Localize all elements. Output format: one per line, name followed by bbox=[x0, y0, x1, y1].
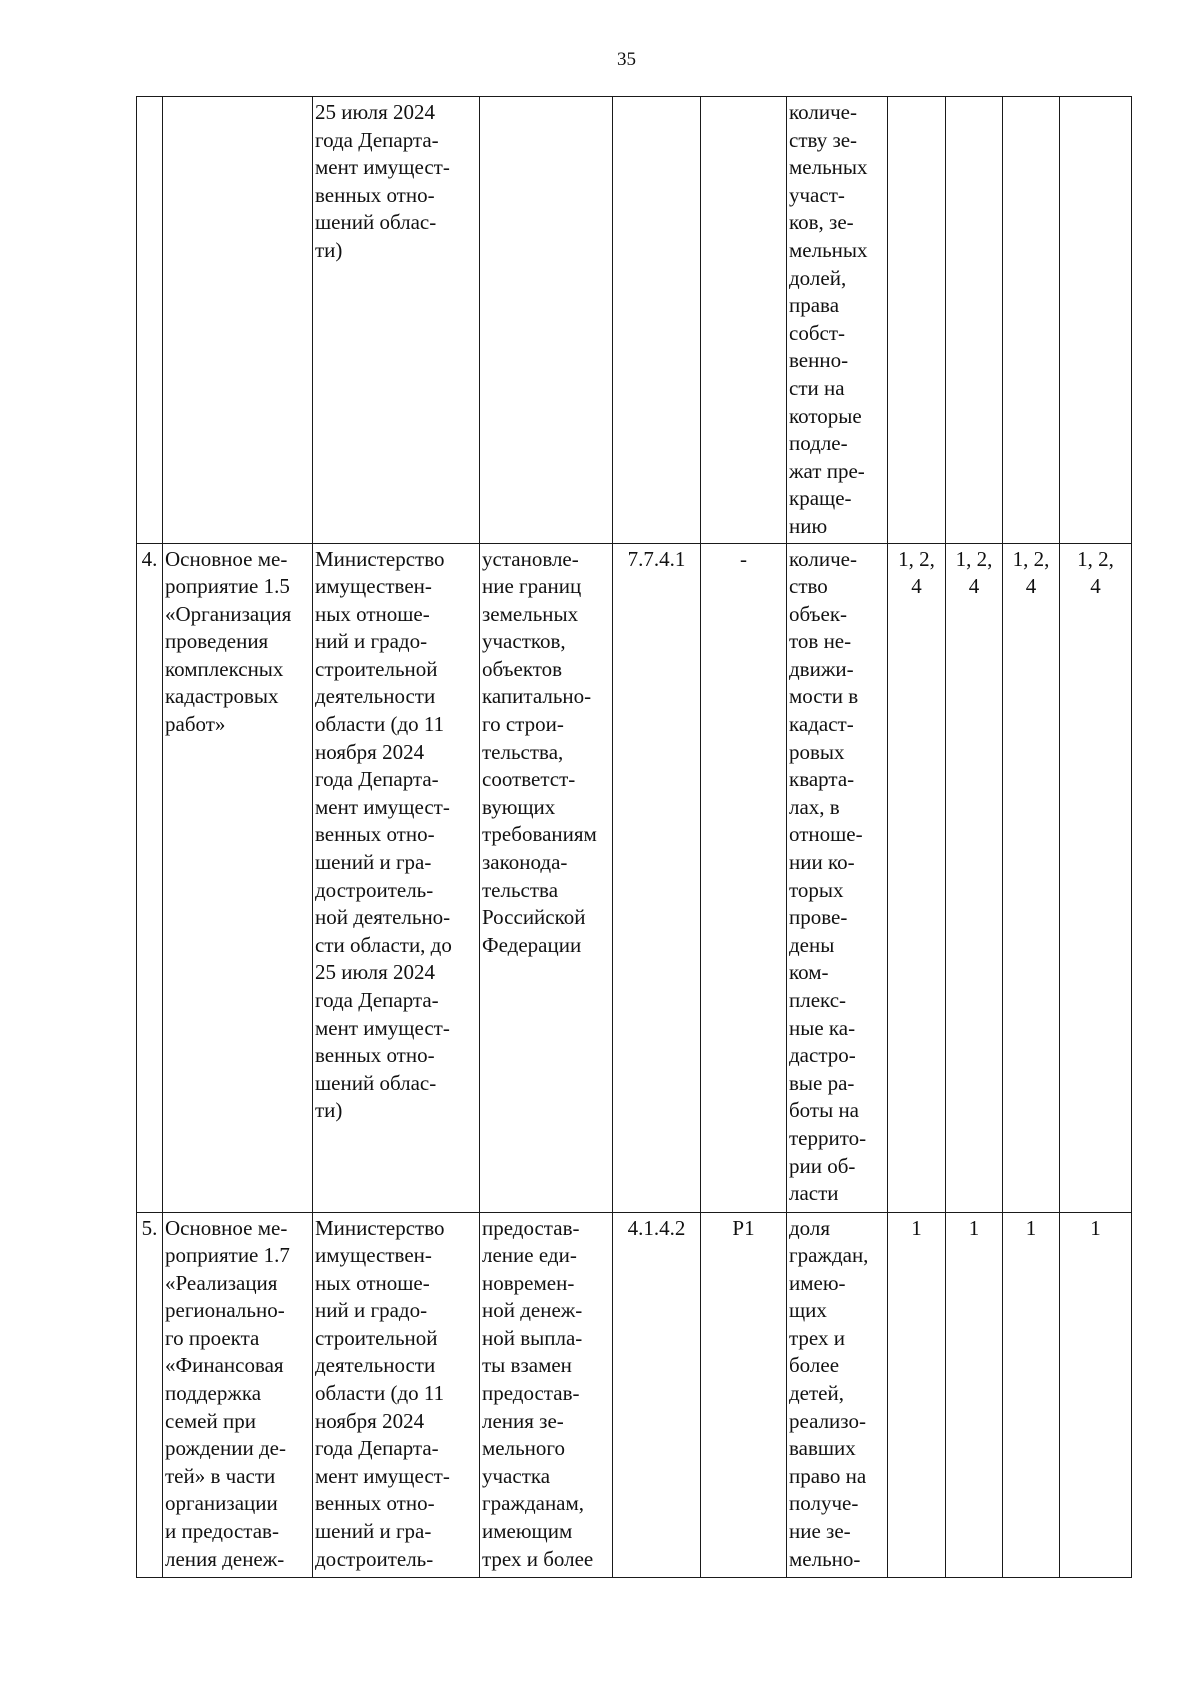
value-2 bbox=[946, 97, 1003, 544]
expected-result: предостав- ление еди- новремен- ной денеж- ной выпла- ты взамен предостав- ления зе- мельного участка гражданам, имеющим трех и более bbox=[480, 1212, 613, 1577]
value-1: 1, 2, 4 bbox=[888, 543, 946, 1212]
project-code: - bbox=[701, 543, 787, 1212]
project-code bbox=[701, 97, 787, 544]
expected-result bbox=[480, 97, 613, 544]
row-number: 4. bbox=[137, 543, 163, 1212]
value-2: 1 bbox=[946, 1212, 1003, 1577]
program-code: 7.7.4.1 bbox=[613, 543, 701, 1212]
indicator: количе- ство объек- тов не- движи- мости в кадаст- ровых кварта- лах, в отноше- нии ко- торых прове- дены ком- плекс- ные ка- дастро- вые ра- боты на террито- рии об- ласти bbox=[787, 543, 888, 1212]
value-3: 1 bbox=[1003, 1212, 1060, 1577]
row-number bbox=[137, 97, 163, 544]
page-number: 35 bbox=[617, 49, 636, 70]
value-1: 1 bbox=[888, 1212, 946, 1577]
executor: Министерство имуществен- ных отноше- ний и градо- строительной деятельности области (до 11 ноября 2024 года Департа- мент имущест- венных отно- шений и гра- достроитель- ной деятельно- сти области, до 25 июля 2024 года Департа- мент имущест- венных отно- шений облас- ти) bbox=[313, 543, 480, 1212]
value-3 bbox=[1003, 97, 1060, 544]
value-4: 1, 2, 4 bbox=[1060, 543, 1132, 1212]
value-4 bbox=[1060, 97, 1132, 544]
executor: 25 июля 2024 года Департа- мент имущест- венных отно- шений облас- ти) bbox=[313, 97, 480, 544]
table-row bbox=[137, 543, 1132, 1212]
value-4: 1 bbox=[1060, 1212, 1132, 1577]
executor: Министерство имуществен- ных отноше- ний и градо- строительной деятельности области (до 11 ноября 2024 года Департа- мент имущест- венных отно- шений и гра- достроитель- bbox=[313, 1212, 480, 1577]
table-row bbox=[137, 1212, 1132, 1577]
event-name bbox=[163, 97, 313, 544]
program-code bbox=[613, 97, 701, 544]
event-name: Основное ме- роприятие 1.7 «Реализация регионально- го проекта «Финансовая поддержка семей при рождении де- тей» в части организации и предостав- ления денеж- bbox=[163, 1212, 313, 1577]
table-row bbox=[137, 97, 1132, 544]
expected-result: установле- ние границ земельных участков, объектов капитально- го строи- тельства, соответст- вующих требованиям законода- тельства Российской Федерации bbox=[480, 543, 613, 1212]
value-3: 1, 2, 4 bbox=[1003, 543, 1060, 1212]
program-code: 4.1.4.2 bbox=[613, 1212, 701, 1577]
indicator: количе- ству зе- мельных участ- ков, зе- мельных долей, права собст- венно- сти на которые подле- жат пре- краще- нию bbox=[787, 97, 888, 544]
project-code: Р1 bbox=[701, 1212, 787, 1577]
measures-table bbox=[136, 96, 1132, 1578]
indicator: доля граждан, имею- щих трех и более детей, реализо- вавших право на получе- ние зе- мельно- bbox=[787, 1212, 888, 1577]
value-1 bbox=[888, 97, 946, 544]
value-2: 1, 2, 4 bbox=[946, 543, 1003, 1212]
event-name: Основное ме- роприятие 1.5 «Организация проведения комплексных кадастровых работ» bbox=[163, 543, 313, 1212]
row-number: 5. bbox=[137, 1212, 163, 1577]
